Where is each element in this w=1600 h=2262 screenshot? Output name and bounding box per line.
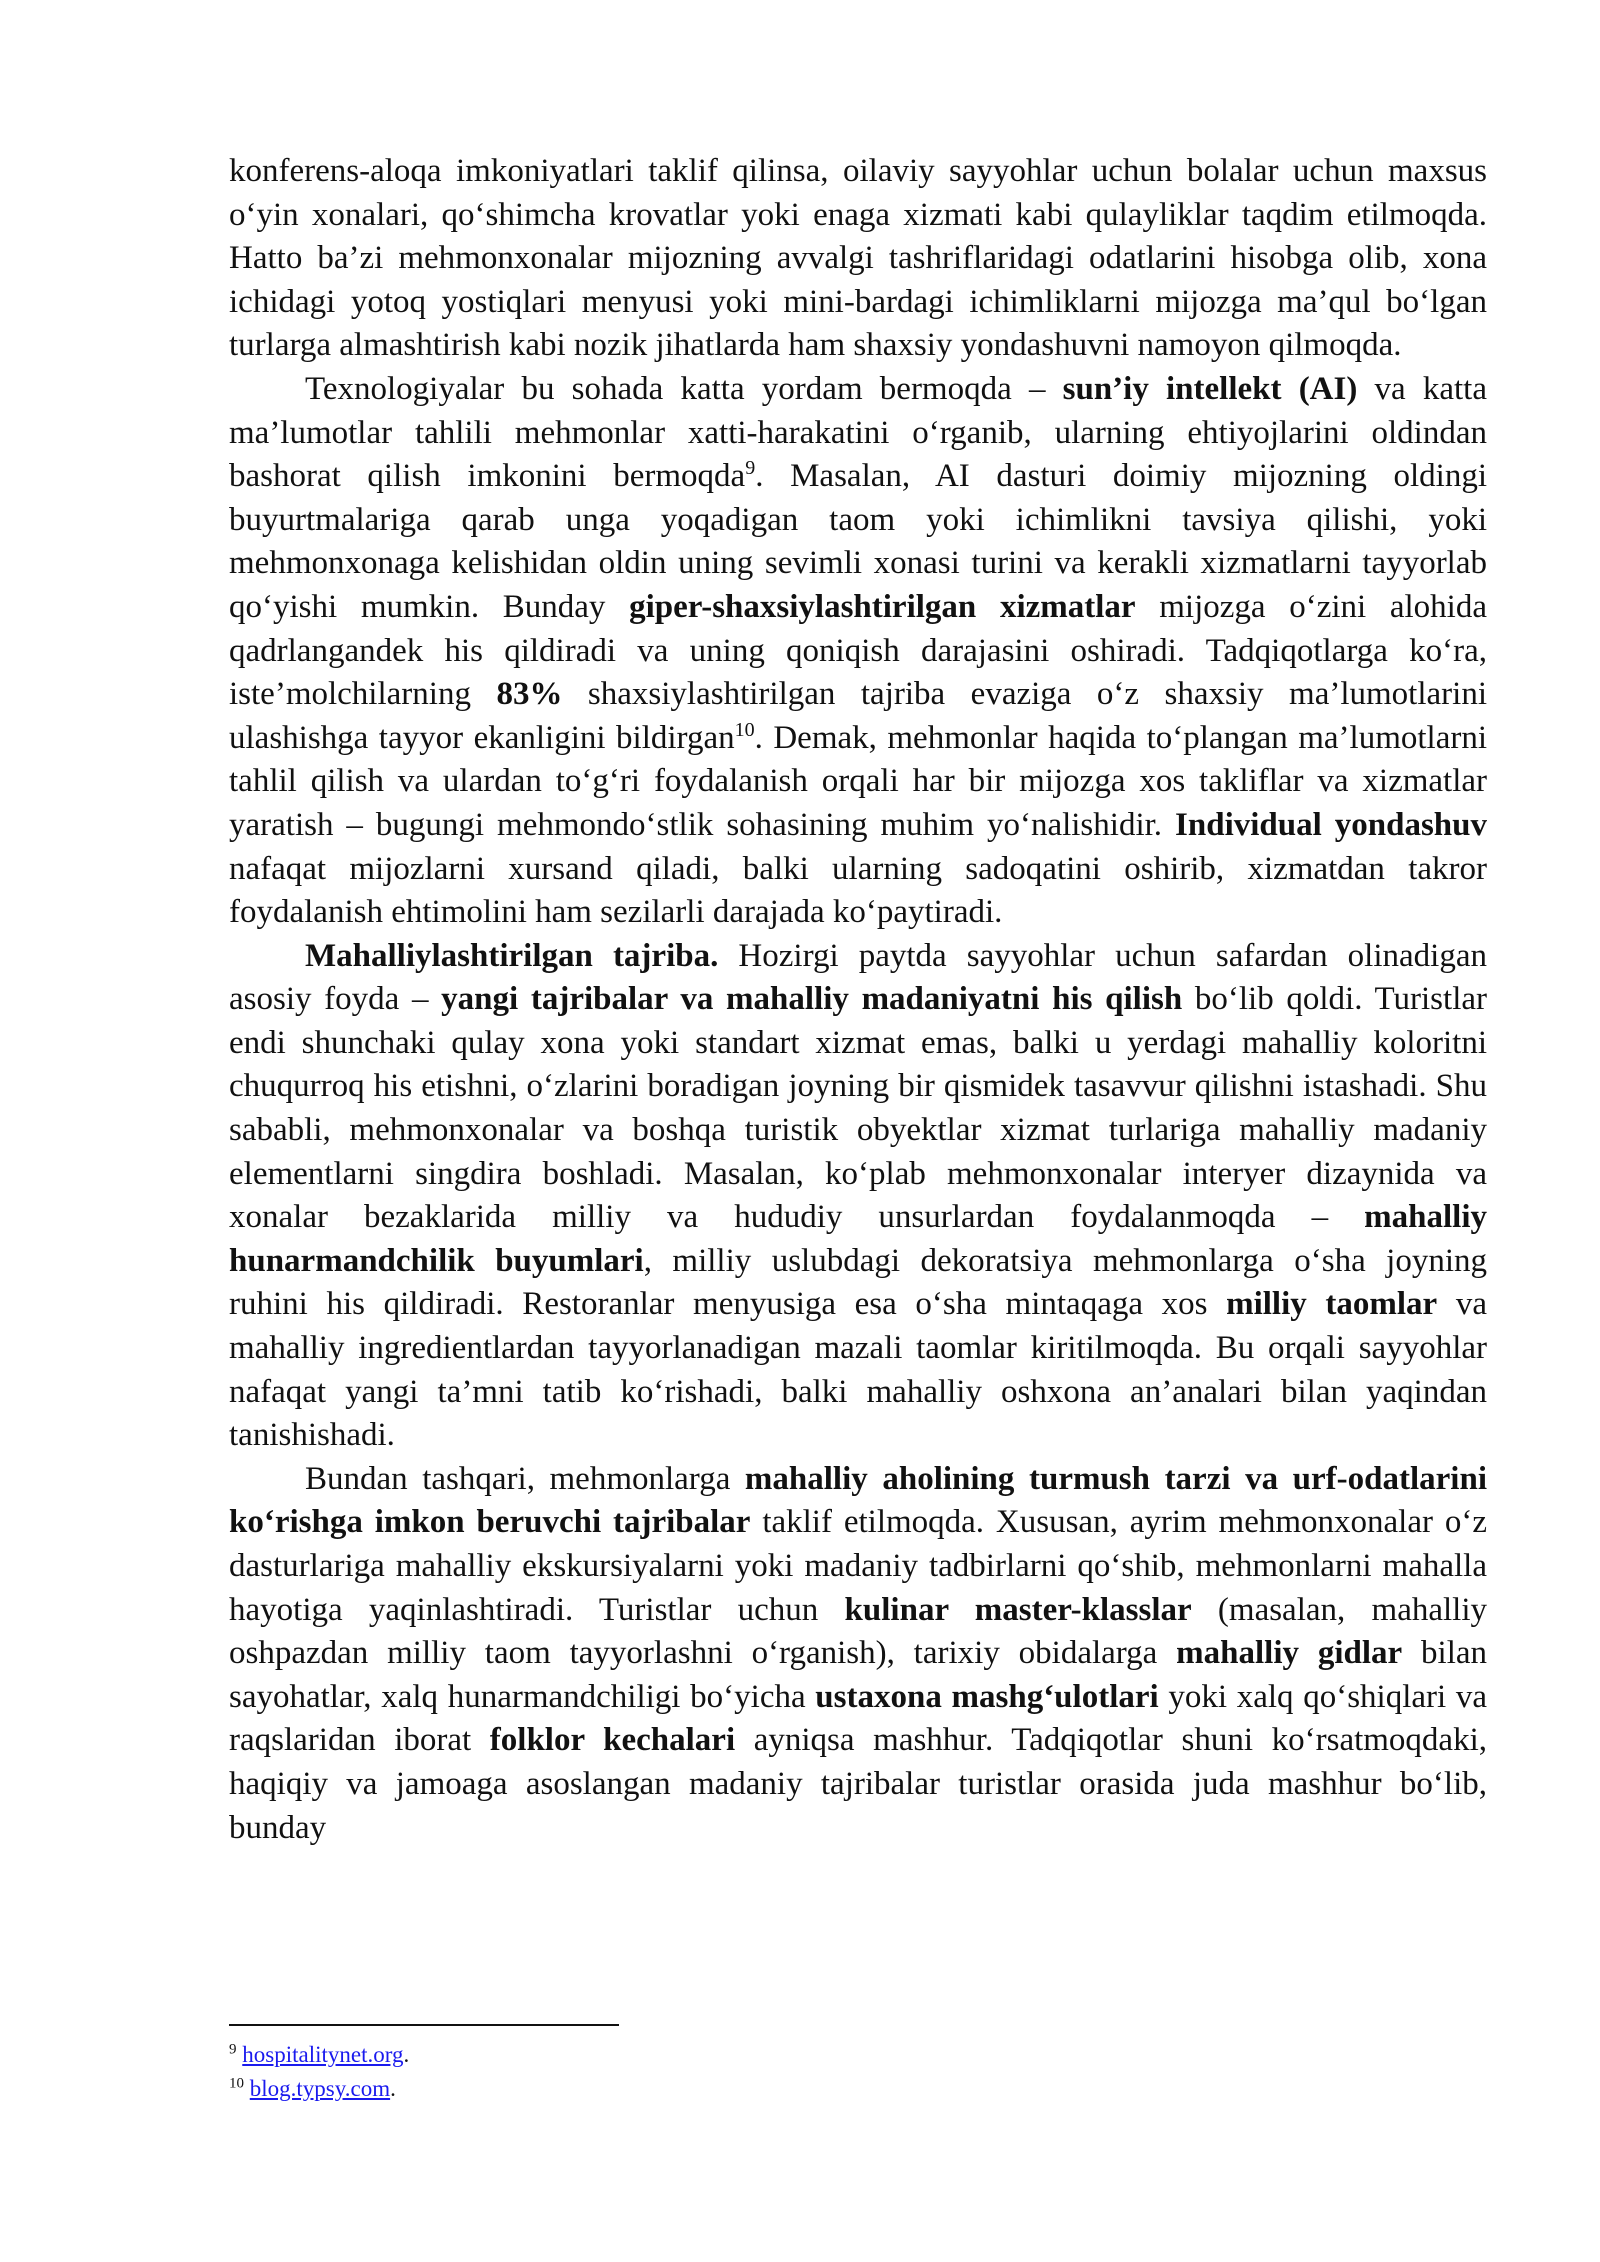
footnote-item — [229, 2038, 1129, 2072]
bold-text: Mahalliylashtirilgan tajriba. — [305, 937, 719, 974]
paragraph-text: (masalan, mahalliy oshpazdan milliy taom tayyorlashni o‘rganish), tarixiy obidalarga — [229, 1591, 1487, 1672]
footnote-number: 9 — [229, 2041, 237, 2058]
bold-text: Individual yondashuv — [1175, 806, 1488, 843]
paragraph-text: Texnologiyalar bu sohada katta yordam bermoqda – — [305, 370, 1063, 407]
paragraph-text: . Masalan, AI dasturi doimiy mijozning oldingi buyurtmalariga qarab unga yoqadigan taom yoki ichimlikni tavsiya qilishi, yoki mehmonxonaga kelishidan oldin uning sevimli xonasi turini va kerakli xizmatlarni tayyorlab qo‘yishi mumkin. Bunday — [229, 458, 1487, 625]
footnote-ref: 9 — [745, 457, 756, 480]
paragraph-text: konferens-aloqa imkoniyatlari taklif qilinsa, oilaviy sayyohlar uchun bolalar uchun maxsus o‘yin xonalari, qo‘shimcha krovatlar yoki enaga xizmati kabi qulayliklar taqdim etilmoqda. Hatto ba’zi mehmonxonalar mijozning avvalgi tashriflaridagi odatlarini hisobga olib, xona ichidagi yotoq yostiqlari menyusi yoki mini-bardagi ichimliklarni mijozga ma’qul bo‘lgan turlarga almashtirish kabi nozik jihatlarda ham shaxsiy yondashuvni namoyon qilmoqda. — [229, 153, 1487, 364]
footnote-trailing: . — [403, 2042, 410, 2067]
paragraph-text: va mahalliy ingredientlardan tayyorlanadigan mazali taomlar kiritilmoqda. Bu orqali sayyohlar nafaqat yangi ta’mni tatib ko‘rishadi, balki mahalliy oshxona an’analari bilan yaqindan tanishishadi. — [229, 1286, 1487, 1454]
paragraph-text: , milliy uslubdagi dekoratsiya mehmonlarga o‘sha joyning ruhini his qildiradi. Restoranlar menyusiga esa o‘sha mintaqaga xos — [229, 1242, 1488, 1323]
footnotes — [229, 2038, 1129, 2106]
bold-text: mahalliy hunarmandchilik buyumlari — [229, 1199, 1487, 1279]
paragraph-text: taklif etilmoqda. Xususan, ayrim mehmonxonalar o‘z dasturlariga mahalliy ekskursiyalarni yoki madaniy tadbirlarni qo‘shib, mehmonlarni mahalla hayotiga yaqinlashtiradi. Turistlar uchun — [229, 1504, 1487, 1628]
paragraph-text: Bundan tashqari, mehmonlarga — [305, 1460, 745, 1497]
paragraph-p2 — [229, 368, 1487, 935]
paragraph-text: bilan sayohatlar, xalq hunarmandchiligi bo‘yicha — [229, 1635, 1488, 1715]
paragraph-p3 — [229, 935, 1487, 1458]
paragraph-text: Hozirgi paytda sayyohlar uchun safardan olinadigan asosiy foyda – — [229, 937, 1487, 1018]
body-text — [229, 150, 1487, 1850]
bold-text: ustaxona mashg‘ulotlari — [815, 1678, 1159, 1715]
paragraph-text: yoki xalq qo‘shiqlari va raqslaridan iborat — [229, 1678, 1487, 1759]
footnote-separator — [229, 2024, 619, 2026]
paragraph-text: . Demak, mehmonlar haqida to‘plangan ma’lumotlarni tahlil qilish va ulardan to‘g‘ri foydalanish orqali har bir mijozga xos takliflar va xizmatlar yaratish – bugungi mehmondo‘stlik sohasining muhim yo‘nalishidir. — [229, 719, 1487, 843]
footnote-link[interactable]: hospitalitynet.org — [242, 2042, 404, 2067]
paragraph-text: ayniqsa mashhur. Tadqiqotlar shuni ko‘rsatmoqdaki, haqiqiy va jamoaga asoslangan madaniy tajribalar turistlar orasida juda mashhur bo‘lib, bunday — [229, 1722, 1487, 1846]
paragraph-text: nafaqat mijozlarni xursand qiladi, balki ularning sadoqatini oshirib, xizmatdan takror foydalanish ehtimolini ham sezilarli darajada ko‘paytiradi. — [229, 850, 1487, 931]
paragraph-text: va katta ma’lumotlar tahlili mehmonlar xatti-harakatini o‘rganib, ularning ehtiyojlarini oldindan bashorat qilish imkonini bermoqda — [229, 370, 1487, 495]
bold-text: folklor kechalari — [489, 1722, 736, 1759]
footnote-number: 10 — [229, 2075, 244, 2092]
bold-text: milliy taomlar — [1226, 1286, 1438, 1323]
paragraph-p1 — [229, 150, 1487, 368]
bold-text: yangi tajribalar va mahalliy madaniyatni his qilish — [441, 981, 1183, 1018]
paragraph-p4 — [229, 1458, 1487, 1850]
footnote-trailing: . — [390, 2076, 396, 2101]
bold-text: giper-shaxsiylashtirilgan xizmatlar — [629, 588, 1136, 625]
footnote-ref: 10 — [734, 718, 755, 741]
bold-text: kulinar master-klasslar — [844, 1591, 1192, 1628]
bold-text: mahalliy gidlar — [1176, 1635, 1403, 1672]
paragraph-text: shaxsiylashtirilgan tajriba evaziga o‘z shaxsiy ma’lumotlarini ulashishga tayyor ekanligini bildirgan — [229, 676, 1487, 756]
paragraph-text: mijozga o‘zini alohida qadrlangandek his qildiradi va uning qoniqish darajasini oshiradi. Tadqiqotlarga ko‘ra, iste’molchilarning — [229, 588, 1487, 713]
bold-text: mahalliy aholining turmush tarzi va urf-odatlarini ko‘rishga imkon beruvchi tajribalar — [229, 1460, 1487, 1541]
bold-text: 83% — [496, 676, 563, 713]
paragraph-text: bo‘lib qoldi. Turistlar endi shunchaki qulay xona yoki standart xizmat emas, balki u yerdagi mahalliy koloritni chuqurroq his etishni, o‘zlarini boradigan joyning bir qismidek tasavvur qilishni istashadi. Shu sababli, mehmonxonalar va boshqa turistik obyektlar xizmat turlariga mahalliy madaniy elementlarni singdira boshladi. Masalan, ko‘plab mehmonxonalar interyer dizaynida va xonalar bezaklarida milliy va hududiy unsurlardan foydalanmoqda – — [229, 981, 1487, 1236]
footnote-link[interactable]: blog.typsy.com — [249, 2076, 391, 2101]
footnote-item — [229, 2072, 1129, 2106]
bold-text: sun’iy intellekt (AI) — [1062, 370, 1358, 407]
